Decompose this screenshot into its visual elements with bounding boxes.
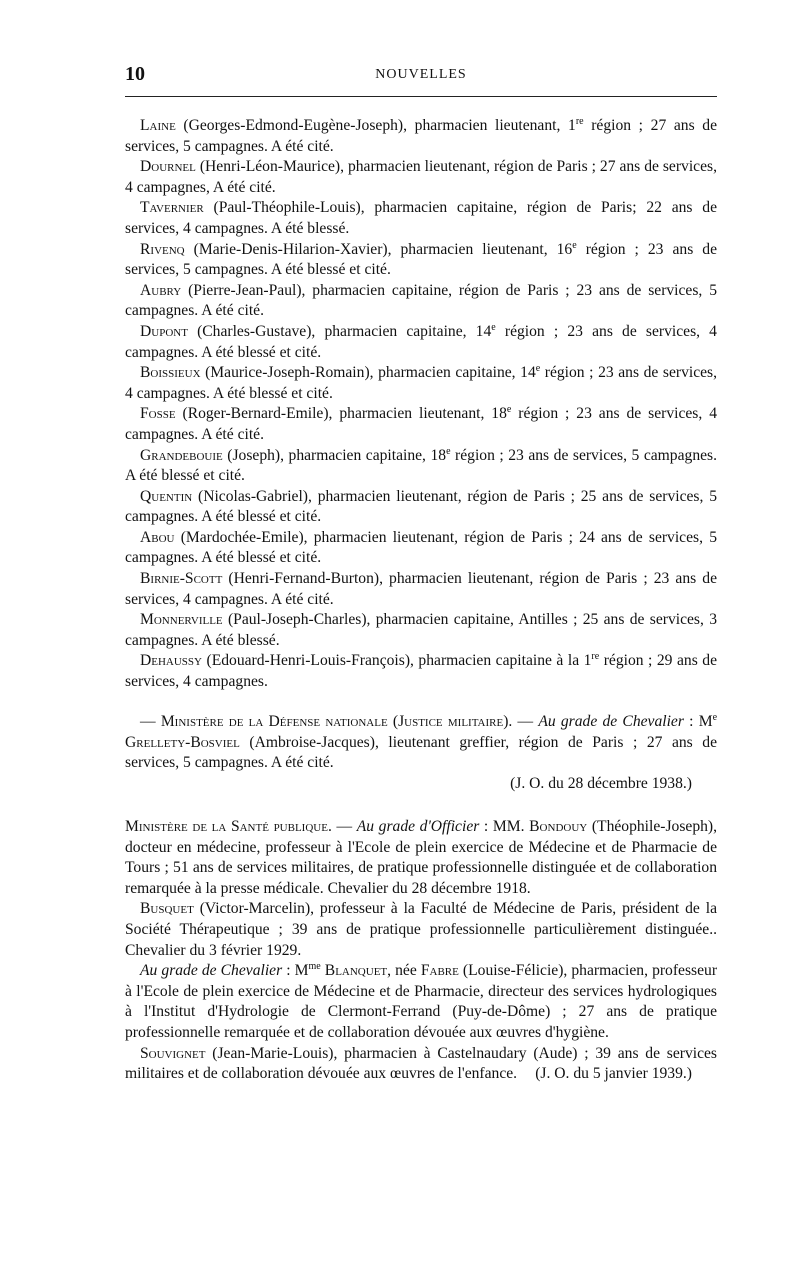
page-number: 10 xyxy=(125,63,145,85)
list-entry xyxy=(125,569,717,610)
entry-sup: e xyxy=(506,404,512,416)
entry-text: (Joseph), pharmacien capitaine, 18 xyxy=(222,446,447,464)
sante-paragraph-4 xyxy=(125,1044,717,1085)
header-rule xyxy=(125,96,717,97)
sante-nee: , née xyxy=(387,962,421,980)
sante-text-4: (Jean-Marie-Louis), pharmacien à Castelnaudary (Aude) ; 39 ans de services militaires et de collaboration dévouée aux œuvres de l'enfance. xyxy=(125,1044,717,1083)
entry-tail: région ; 23 ans de services, 4 campagnes. A été blessé et cité. xyxy=(125,364,718,402)
justice-name: Grellety-Bosviel xyxy=(125,733,240,751)
list-entry xyxy=(125,281,717,322)
entry-text: (Henri-Léon-Maurice), pharmacien lieutenant, région de Paris ; 27 ans de services, 4 campagnes, A été cité. xyxy=(125,158,717,196)
justice-title: : M xyxy=(683,713,713,730)
entry-name: Aubry xyxy=(140,281,182,299)
sante-name-4: Souvignet xyxy=(140,1044,206,1062)
sante-text-3: (Louise-Félicie), pharmacien, professeur à l'Ecole de plein exercice de Médecine et de Pharmacie, directeur des services hydrologiques à l'Institut d'Hydrologie de Clermont-Ferrand (Puy-de-Dôme) ; 27 ans de pratique professionnelle remarquée et de collaboration dévouée aux œuvres d'hygiène. xyxy=(125,962,718,1041)
entry-tail: région ; 23 ans de services, 5 campagnes. A été blessé et cité. xyxy=(125,240,717,279)
sante-text-2: (Victor-Marcelin), professeur à la Faculté de Médecine de Paris, président de la Société Thérapeutique ; 39 ans de pratique professionnelle particulièrement distinguée.. Chevalier du 3 février 1929. xyxy=(125,900,717,959)
promotion-list xyxy=(125,116,717,693)
entry-text: (Paul-Joseph-Charles), pharmacien capitaine, Antilles ; 25 ans de services, 3 campagnes. A été blessé. xyxy=(125,611,717,649)
entry-text: (Paul-Théophile-Louis), pharmacien capitaine, région de Paris; 22 ans de services, 4 campagnes. A été blessé. xyxy=(125,199,717,237)
sante-text-1: (Théophile-Joseph), docteur en médecine, professeur à l'Ecole de plein exercice de Médecine et de Pharmacie de Tours ; 51 ans de services militaires, de pratique professionnelle distinguée et de collaboration remarquée à la presse médicale. Chevalier du 28 décembre 1918. xyxy=(125,818,718,897)
list-entry xyxy=(125,528,717,569)
entry-name: Monnerville xyxy=(140,611,223,629)
entry-sup: e xyxy=(535,362,541,374)
entry-tail: région ; 23 ans de services, 5 campagnes. A été blessé et cité. xyxy=(125,446,717,485)
entry-tail: région ; 23 ans de services, 4 campagnes. A été cité. xyxy=(125,405,717,443)
justice-details: (Ambroise-Jacques), lieutenant greffier, région de Paris ; 27 ans de services, 5 campagnes. A été cité. xyxy=(125,733,717,772)
entry-name: Birnie-Scott xyxy=(140,570,223,588)
entry-sup: e xyxy=(446,445,451,457)
entry-tail: région ; 23 ans de services, 4 campagnes. A été blessé et cité. xyxy=(125,322,717,361)
entry-name: Rivenq xyxy=(140,240,185,258)
justice-grade: Au grade de Chevalier xyxy=(538,713,684,730)
entry-name: Dournel xyxy=(140,158,196,176)
list-entry xyxy=(125,363,717,404)
justice-lead: — xyxy=(140,713,161,730)
sante-name-3: Blanquet xyxy=(320,962,388,980)
entry-name: Grandebouie xyxy=(140,446,223,464)
list-entry xyxy=(125,322,717,363)
entry-name: Fosse xyxy=(140,405,176,423)
sante-title-3-sup: me xyxy=(308,960,321,972)
list-entry xyxy=(125,651,717,692)
entry-tail: région ; 27 ans de services, 5 campagnes. A été cité. xyxy=(125,117,717,155)
entry-sup: re xyxy=(575,115,584,127)
entry-text: (Maurice-Joseph-Romain), pharmacien capitaine, 14 xyxy=(200,364,536,382)
entry-text: (Marie-Denis-Hilarion-Xavier), pharmacien lieutenant, 16 xyxy=(184,240,573,258)
sante-separator: . — xyxy=(327,818,357,835)
entry-name: Tavernier xyxy=(140,199,204,217)
list-entry xyxy=(125,198,717,239)
list-entry xyxy=(125,116,717,157)
entry-text: (Mardochée-Emile), pharmacien lieutenant, région de Paris ; 24 ans de services, 5 campagnes. A été blessé et cité. xyxy=(125,528,717,567)
entry-text: (Georges-Edmond-Eugène-Joseph), pharmacien lieutenant, 1 xyxy=(175,117,576,134)
entry-text: (Edouard-Henri-Louis-François), pharmacien capitaine à la 1 xyxy=(202,652,592,670)
entry-text: (Henri-Fernand-Burton), pharmacien lieutenant, région de Paris ; 23 ans de services, 4 campagnes. A été cité. xyxy=(125,570,717,608)
list-entry xyxy=(125,240,717,281)
entry-text: (Charles-Gustave), pharmacien capitaine, 14 xyxy=(187,322,492,340)
entry-name: Quentin xyxy=(140,487,193,505)
list-entry xyxy=(125,610,717,651)
list-entry xyxy=(125,404,717,445)
justice-separator: . — xyxy=(508,713,539,730)
running-head: NOUVELLES xyxy=(375,67,467,82)
entry-text: (Roger-Bernard-Emile), pharmacien lieutenant, 18 xyxy=(175,405,507,423)
list-entry xyxy=(125,446,717,487)
sante-name-1: Bondouy xyxy=(529,818,588,835)
list-entry xyxy=(125,157,717,198)
sante-title-3: : M xyxy=(282,962,309,980)
sante-ministry: Ministère de la Santé publique xyxy=(125,818,328,835)
entry-name: Abou xyxy=(140,528,175,546)
sante-section xyxy=(125,817,717,1085)
sante-mm: : MM. xyxy=(479,818,530,835)
justice-reference: (J. O. du 28 décembre 1938.) xyxy=(510,774,692,792)
sante-name-2: Busquet xyxy=(140,900,194,918)
list-entry xyxy=(125,487,717,528)
sante-grade-officier: Au grade d'Officier xyxy=(356,818,480,835)
entry-sup: e xyxy=(572,239,577,251)
entry-name: Dupont xyxy=(140,322,188,340)
justice-title-sup: e xyxy=(712,711,718,723)
sante-reference: (J. O. du 5 janvier 1939.) xyxy=(535,1065,692,1083)
sante-paragraph-1 xyxy=(125,817,717,899)
entry-sup: e xyxy=(491,321,496,333)
justice-ministry: Ministère de la Défense nationale (Justice militaire) xyxy=(160,713,509,730)
entry-tail: région ; 29 ans de services, 4 campagnes. xyxy=(125,652,717,691)
entry-name: Boissieux xyxy=(140,364,201,382)
sante-paragraph-2 xyxy=(125,899,717,961)
sante-grade-chevalier: Au grade de Chevalier xyxy=(140,962,283,980)
entry-text: (Nicolas-Gabriel), pharmacien lieutenant, région de Paris ; 25 ans de services, 5 campagnes. A été blessé et cité. xyxy=(125,487,717,526)
sante-name-3b: Fabre xyxy=(420,962,459,980)
justice-paragraph xyxy=(125,712,717,774)
page-header xyxy=(125,63,717,85)
entry-name: Laine xyxy=(140,117,176,134)
entry-name: Dehaussy xyxy=(140,652,202,670)
justice-section xyxy=(125,712,717,794)
sante-paragraph-3 xyxy=(125,961,717,1043)
entry-text: (Pierre-Jean-Paul), pharmacien capitaine, région de Paris ; 23 ans de services, 5 campagnes. A été cité. xyxy=(125,281,717,320)
entry-sup: re xyxy=(591,651,600,663)
